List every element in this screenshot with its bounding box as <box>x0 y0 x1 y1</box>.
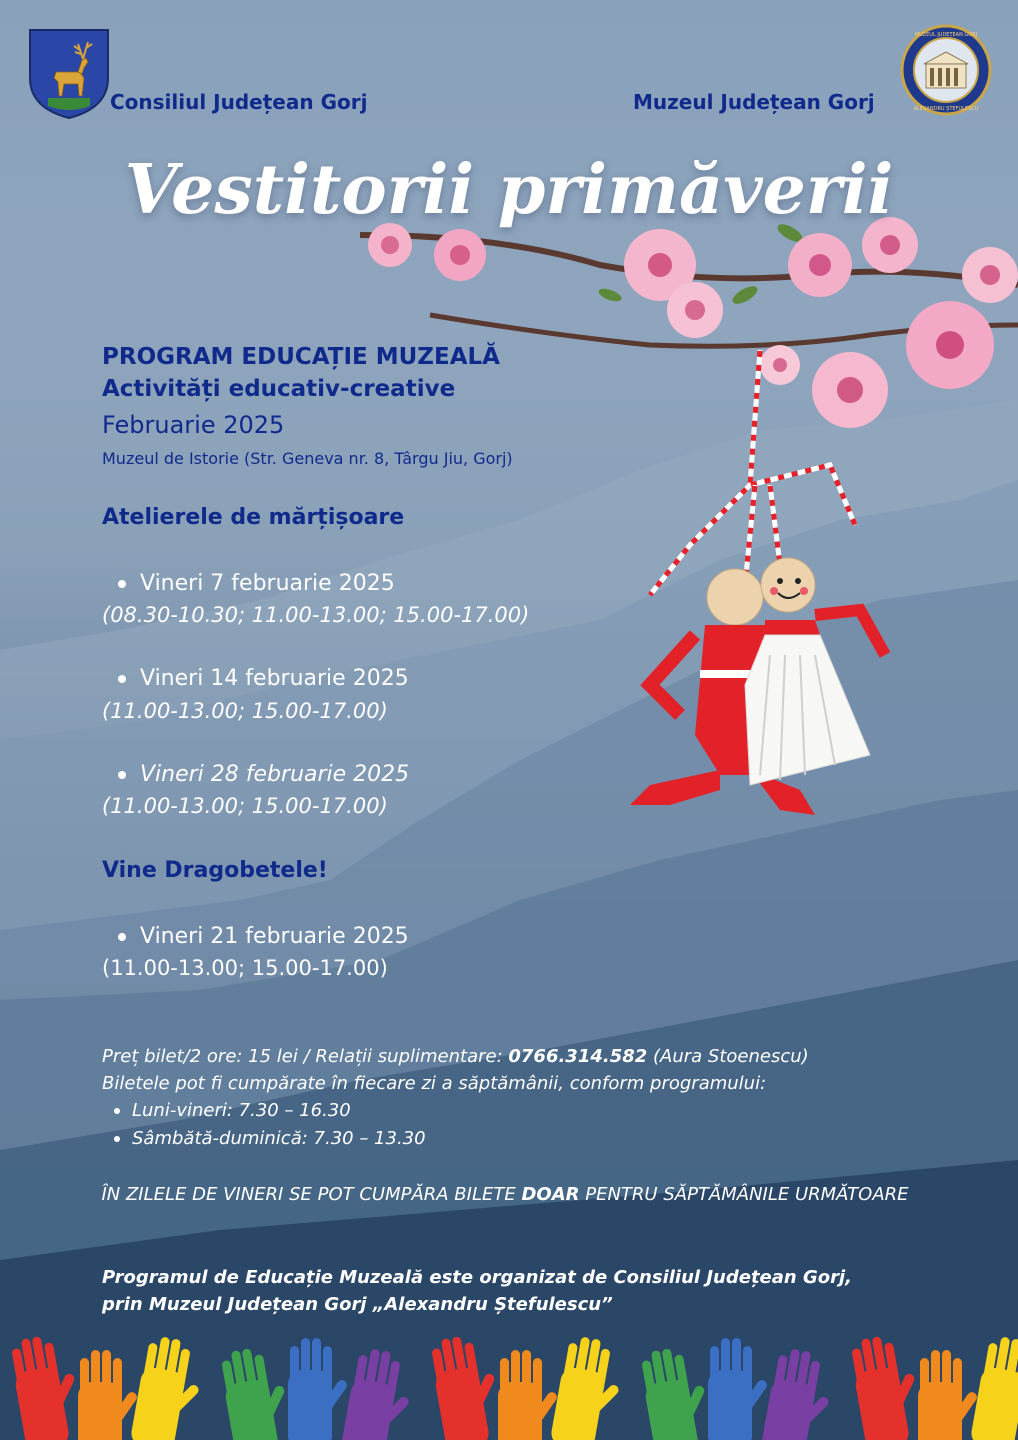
raised-hands-decoration <box>0 1300 1018 1440</box>
notice-text: ÎN ZILELE DE VINERI SE POT CUMPĂRA BILETE <box>101 1184 522 1205</box>
bullet-icon <box>118 580 126 588</box>
notice-emphasis: DOAR <box>521 1184 580 1205</box>
white-martisor-doll <box>745 558 885 785</box>
poster-title: Vestitorii primăverii <box>124 150 894 230</box>
dragobete-date <box>118 924 409 949</box>
bullet-icon <box>114 1136 120 1142</box>
schedule-weekdays <box>114 1100 351 1121</box>
session-date: Vineri 7 februarie 2025 <box>140 571 395 596</box>
dragobete-heading: Vine Dragobetele! <box>102 858 328 883</box>
hand-icon <box>8 1331 87 1440</box>
hand-icon <box>708 1338 769 1440</box>
friday-notice <box>100 1181 910 1209</box>
hand-icon <box>969 1334 1018 1440</box>
hand-icon <box>288 1338 349 1440</box>
coat-of-arms-icon <box>28 28 110 120</box>
seal-text-bottom: ALEXANDRU ȘTEFULESCU <box>913 106 979 112</box>
schedule-text: Luni-vineri: 7.30 – 16.30 <box>132 1100 351 1121</box>
hand-icon <box>78 1350 139 1440</box>
seal-text-top: MUZEUL JUDEȚEAN GORJ <box>914 32 978 38</box>
hand-icon <box>218 1343 297 1440</box>
bullet-icon <box>114 1108 120 1114</box>
session-date: Vineri 28 februarie 2025 <box>140 762 410 787</box>
workshop-session-2-date <box>118 666 409 691</box>
hand-icon <box>848 1331 927 1440</box>
session-date: Vineri 21 februarie 2025 <box>140 924 409 949</box>
hand-icon <box>129 1334 208 1440</box>
hand-icon <box>759 1346 838 1440</box>
right-institution-name: Muzeul Județean Gorj <box>633 90 875 114</box>
bullet-icon <box>118 675 126 683</box>
workshops-heading: Atelierele de mărțișoare <box>102 505 405 530</box>
phone-number: 0766.314.582 <box>508 1046 648 1067</box>
museum-seal-icon <box>900 24 992 116</box>
workshop-session-3-date <box>118 762 409 787</box>
workshop-session-1-times: (08.30-10.30; 11.00-13.00; 15.00-17.00) <box>102 603 530 627</box>
bullet-icon <box>118 933 126 941</box>
hand-icon <box>498 1350 559 1440</box>
hand-icon <box>428 1331 507 1440</box>
hand-icon <box>638 1343 717 1440</box>
tickets-line: Biletele pot fi cumpărate în fiecare zi a săptămânii, conform programului: <box>102 1073 767 1094</box>
workshop-session-1-date <box>118 571 395 596</box>
price-text: Preț bilet/2 ore: 15 lei / Relații suplimentare: <box>102 1046 509 1067</box>
footer-line-2: prin Muzeul Județean Gorj „Alexandru Ștefulescu” <box>102 1294 613 1315</box>
dragobete-times: (11.00-13.00; 15.00-17.00) <box>102 956 388 980</box>
left-institution-name: Consiliul Județean Gorj <box>110 90 368 114</box>
hand-icon <box>549 1334 628 1440</box>
program-location: Muzeul de Istorie (Str. Geneva nr. 8, Târgu Jiu, Gorj) <box>102 449 513 468</box>
hand-icon <box>918 1350 979 1440</box>
price-contact-line <box>102 1046 809 1067</box>
hand-icon <box>339 1346 418 1440</box>
workshop-session-3-times: (11.00-13.00; 15.00-17.00) <box>102 794 388 818</box>
workshop-session-2-times: (11.00-13.00; 15.00-17.00) <box>102 699 388 723</box>
session-date: Vineri 14 februarie 2025 <box>140 666 409 691</box>
notice-text: PENTRU SĂPTĂMÂNILE URMĂTOARE <box>579 1184 909 1205</box>
schedule-weekend <box>114 1128 426 1149</box>
bullet-icon <box>118 771 126 779</box>
schedule-text: Sâmbătă-duminică: 7.30 – 13.30 <box>132 1128 426 1149</box>
program-subheading: Activități educativ-creative <box>102 376 456 402</box>
footer-line-1: Programul de Educație Muzeală este organizat de Consiliul Județean Gorj, <box>102 1267 853 1288</box>
blossom-martisor-illustration <box>350 215 1018 835</box>
program-month: Februarie 2025 <box>102 411 285 439</box>
contact-person: (Aura Stoenescu) <box>647 1046 809 1067</box>
program-heading: PROGRAM EDUCAȚIE MUZEALĂ <box>102 344 500 370</box>
